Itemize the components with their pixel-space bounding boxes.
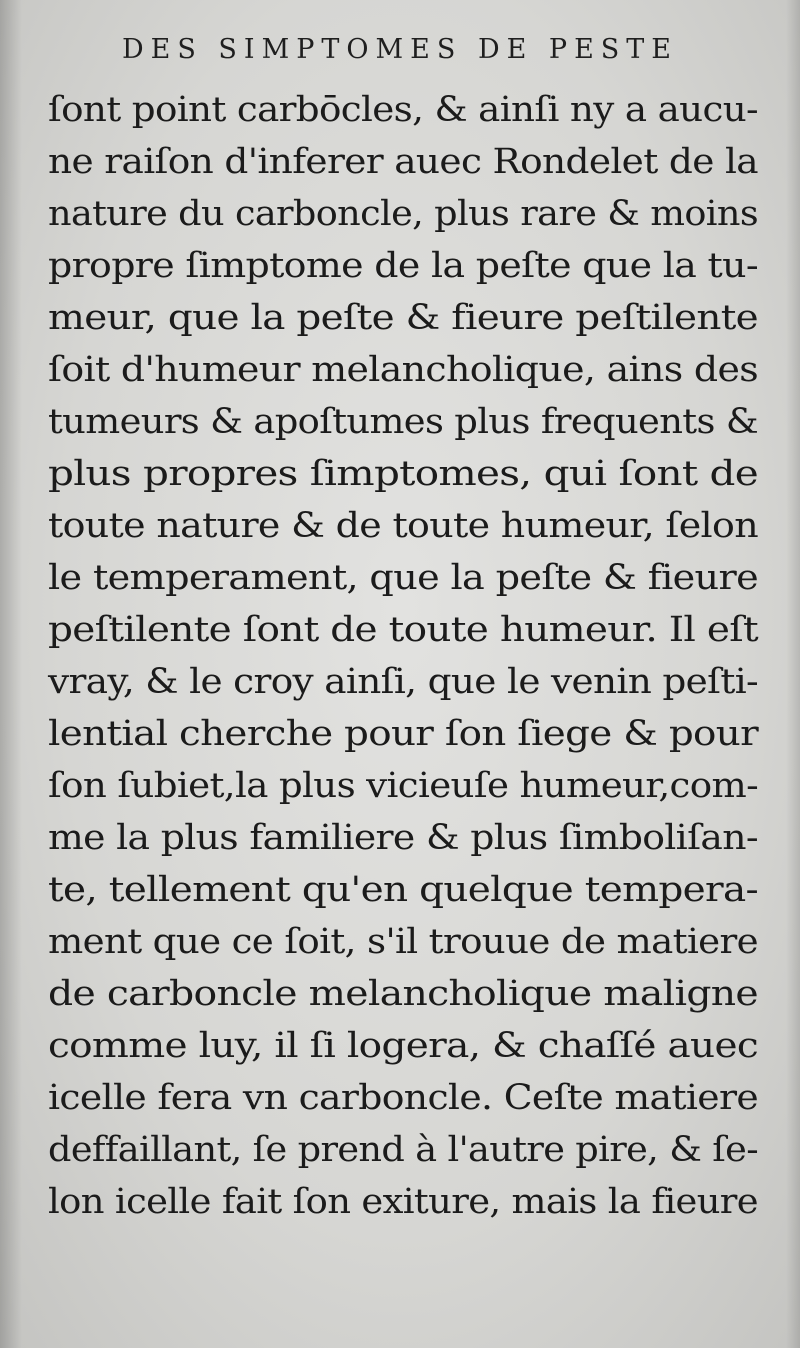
text-line: ment que ce ſoit, s'il trouue de matiere [48,922,758,962]
text-line: nature du carboncle, plus rare & moins [48,194,759,234]
text-line: vray, & le croy ainſi, que le venin peſti- [48,662,759,702]
text-line: ſon ſubiet,la plus vicieuſe humeur,com- [48,766,758,806]
text-line: meur, que la peſte & fieure peſtilente [48,298,758,338]
text-line: tumeurs & apoſtumes plus frequents & [48,402,758,442]
text-line: toute nature & de toute humeur, ſelon [48,506,758,546]
text-line: comme luy, il ſi logera, & chaſſé auec [48,1026,758,1066]
text-line: icelle fera vn carboncle. Ceſte matiere [48,1078,758,1118]
text-line: deffaillant, ſe prend à l'autre pire, & ſe- [48,1130,758,1170]
text-line: ſont point carbōcles, & ainſi ny a aucu- [48,90,758,130]
text-line: propre ſimptome de la peſte que la tu- [48,246,758,286]
text-line: te, tellement qu'en quelque tempera- [48,870,759,910]
text-line: lential cherche pour ſon ſiege & pour [48,714,758,754]
text-line: ſoit d'humeur melancholique, ains des [48,350,758,390]
text-line: peſtilente ſont de toute humeur. Il eſt [48,610,758,650]
text-line: le temperament, que la peſte & fieure [48,558,758,598]
text-line: plus propres ſimptomes, qui ſont de [48,454,758,494]
text-line: ne raiſon d'inferer auec Rondelet de la [48,142,758,182]
body-text [48,84,758,1228]
text-line: de carboncle melancholique maligne [48,974,758,1014]
running-head: DES SIMPTOMES DE PESTE [121,34,679,65]
text-line: me la plus familiere & plus ſimboliſan- [48,818,758,858]
text-line: lon icelle fait ſon exiture, mais la fieure [48,1182,758,1222]
